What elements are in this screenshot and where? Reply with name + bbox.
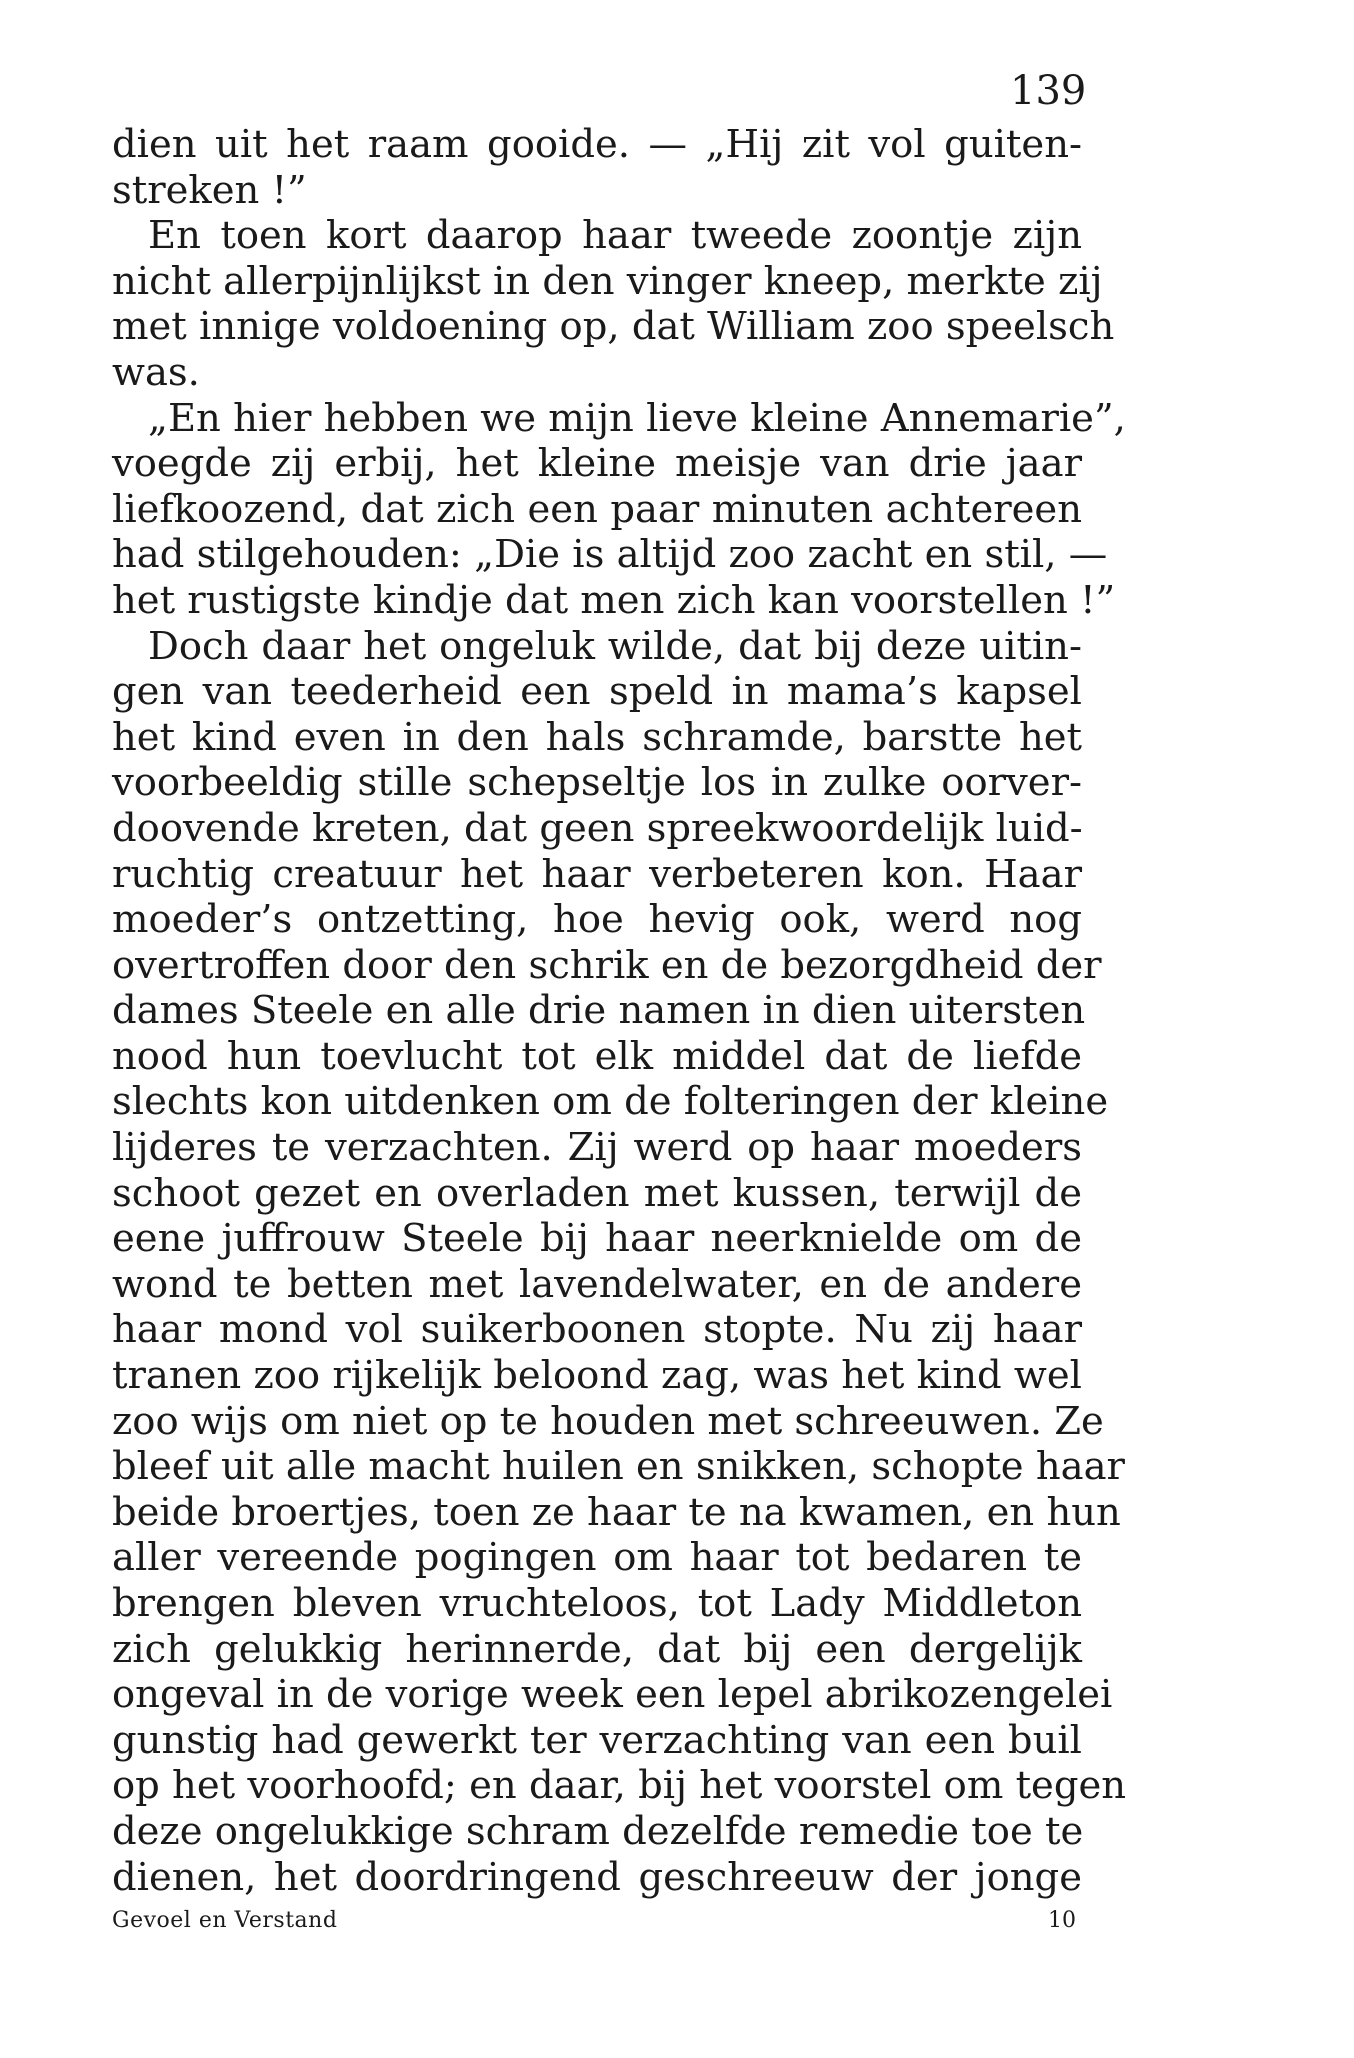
text-line: had stilgehouden: „Die is altijd zoo zacht en stil, — [112,532,1108,578]
text-line: Doch daar het ongeluk wilde, dat bij deze uitin- [148,623,1082,669]
text-line: deze ongelukkige schram dezelfde remedie toe te [112,1808,1084,1854]
text-line: wond te betten met lavendelwater, en de andere [112,1261,1082,1307]
text-line: zoo wijs om niet op te houden met schreeuwen. Ze [112,1398,1104,1444]
text-line: gunstig had gewerkt ter verzachting van een buil [112,1717,1082,1763]
text-line: slechts kon uitdenken om de folteringen der kleine [112,1079,1109,1125]
text-line: dien uit het raam gooide. — „Hij zit vol guiten- [112,122,1082,167]
text-line: het kind even in den hals schramde, barstte het [112,714,1082,760]
text-line: dames Steele en alle drie namen in dien uitersten [112,988,1086,1034]
text-line: eene juffrouw Steele bij haar neerknielde om de [112,1216,1082,1262]
text-line: „En hier hebben we mijn lieve kleine Annemarie”, [148,395,1126,441]
text-line: zich gelukkig herinnerde, dat bij een dergelijk [112,1626,1082,1672]
text-line: ongeval in de vorige week een lepel abrikozengelei [112,1672,1113,1718]
text-line: op het voorhoofd; en daar, bij het voorstel om tegen [112,1763,1127,1809]
text-line: was. [112,349,200,395]
text-line: het rustigste kindje dat men zich kan voorstellen !” [112,577,1116,623]
text-line: lijderes te verzachten. Zij werd op haar moeders [112,1125,1082,1171]
text-line: voorbeeldig stille schepseltje los in zulke oorver- [112,760,1082,806]
text-line: streken !” [112,167,307,213]
text-line: haar mond vol suikerboonen stopte. Nu zij haar [112,1307,1082,1353]
text-line: En toen kort daarop haar tweede zoontje zijn [148,213,1082,259]
text-line: schoot gezet en overladen met kussen, terwijl de [112,1170,1082,1216]
text-line: ruchtig creatuur het haar verbeteren kon. Haar [112,851,1082,897]
text-line: brengen bleven vruchteloos, tot Lady Middleton [112,1581,1082,1626]
text-line: nood hun toevlucht tot elk middel dat de liefde [112,1033,1082,1079]
text-line: liefkoozend, dat zich een paar minuten achtereen [112,486,1082,532]
text-line: met innige voldoening op, dat William zoo speelsch [112,304,1115,350]
text-line: doovende kreten, dat geen spreekwoordelijk luid- [112,805,1083,851]
text-line: overtroffen door den schrik en de bezorgdheid der [112,942,1102,988]
text-line: moeder’s ontzetting, hoe hevig ook, werd nog [112,897,1082,943]
text-line: gen van teederheid een speld in mama’s kapsel [112,669,1082,715]
page-number: 139 [1010,68,1087,114]
text-line: voegde zij erbij, het kleine meisje van drie jaar [112,441,1082,487]
body-text [112,122,1127,1900]
text-line: aller vereende pogingen om haar tot bedaren te [112,1535,1082,1581]
text-line: beide broertjes, toen ze haar te na kwamen, en hun [112,1489,1121,1535]
text-line: bleef uit alle macht huilen en snikken, schopte haar [112,1444,1125,1490]
text-line: nicht allerpijnlijkst in den vinger kneep, merkte zij [112,258,1103,304]
signature-mark: 10 [1048,1908,1076,1933]
text-line: dienen, het doordringend geschreeuw der jonge [112,1854,1082,1900]
footer-book-title: Gevoel en Verstand [112,1908,338,1933]
text-line: tranen zoo rijkelijk beloond zag, was het kind wel [112,1353,1082,1399]
